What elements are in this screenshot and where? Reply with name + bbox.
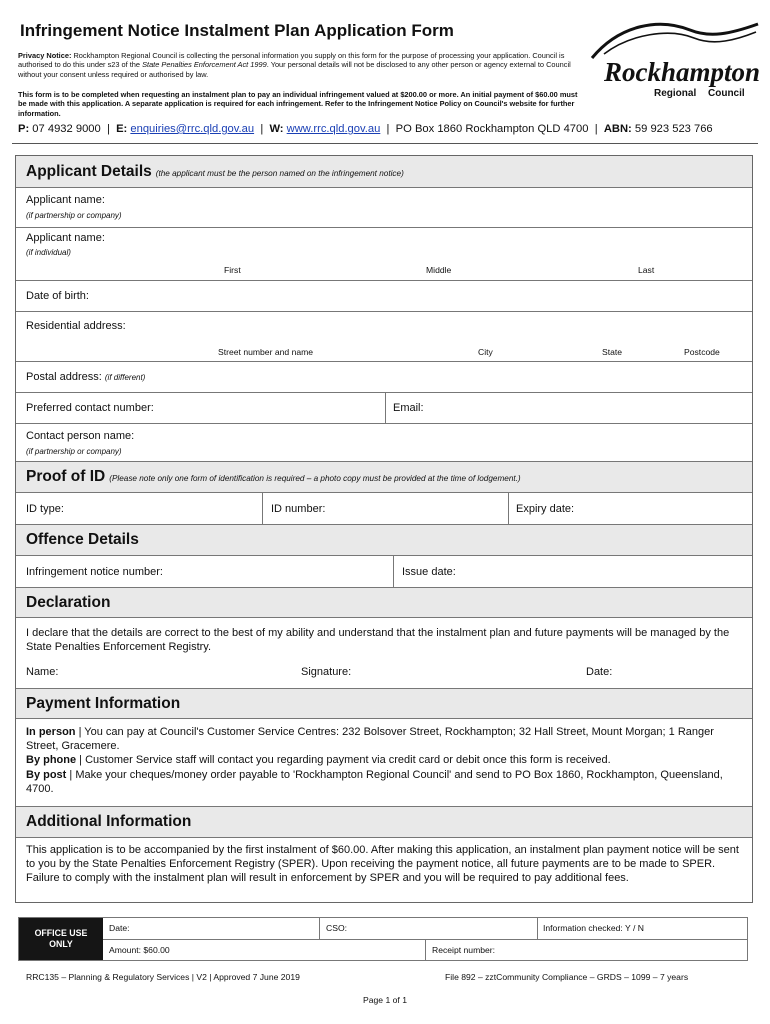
first-name-label: First xyxy=(224,265,241,275)
declaration-name-field[interactable]: Name: xyxy=(26,666,59,678)
office-use-box xyxy=(18,917,748,961)
date-of-birth-field[interactable]: Date of birth: xyxy=(16,281,752,312)
applicant-heading: Applicant Details xyxy=(26,163,152,180)
svg-text:Regional: Regional xyxy=(654,88,697,99)
declaration-date-field[interactable]: Date: xyxy=(586,666,613,678)
email-field[interactable]: Email: xyxy=(393,402,424,414)
preferred-contact-field[interactable]: Preferred contact number: xyxy=(26,402,154,414)
office-date-field[interactable]: Date: xyxy=(109,923,130,933)
svg-text:Council: Council xyxy=(708,88,745,99)
last-name-label: Last xyxy=(638,265,655,275)
payment-heading: Payment Information xyxy=(26,695,181,712)
proof-section-header: Proof of ID (Please note only one form of identification is required – a photo copy must be provided at the time of lodgement.) xyxy=(16,462,752,493)
footer-file-ref: File 892 – zztCommunity Compliance – GRDS – 1099 – 7 years xyxy=(445,972,689,982)
email-link[interactable]: enquiries@rrc.qld.gov.au xyxy=(130,123,255,135)
applicant-section-header: Applicant Details (the applicant must be the person named on the infringement notice) xyxy=(16,156,752,188)
contact-person-field[interactable]: Contact person name: (if partnership or company) xyxy=(16,424,752,462)
additional-text: This application is to be accompanied by the first instalment of $60.00. After making this application, an instalment plan payment notice will be sent to you by the State Penalties Enforcement Registry (SPER). Upon receiving the payment notice, all future payments are to be made to SPER. Failure to comply with the instalment plan will result in enforcement by SPER and you will be required to pay additional fees. xyxy=(26,844,739,885)
issue-date-field[interactable]: Issue date: xyxy=(402,566,456,578)
declaration-row xyxy=(16,618,752,689)
declaration-text: I declare that the details are correct to the best of my ability and understand that the instalment plan and future payments will be managed by the State Penalties Enforcement Registry. xyxy=(26,627,730,654)
council-logo xyxy=(590,16,760,100)
cso-field[interactable]: CSO: xyxy=(326,923,348,933)
postal-address-field[interactable]: Postal address: (if different) xyxy=(16,362,752,393)
header-divider xyxy=(12,143,758,144)
declaration-section-header xyxy=(16,588,752,618)
page-number: Page 1 of 1 xyxy=(363,995,407,1005)
proof-row xyxy=(16,493,752,525)
contact-line: P: 07 4932 9000 | E: enquiries@rrc.qld.gov.au | W: www.rrc.qld.gov.au | PO Box 1860 Rockhampton QLD 4700 | ABN: 59 923 523 766 xyxy=(18,123,713,135)
middle-name-label: Middle xyxy=(426,265,452,275)
additional-info xyxy=(16,838,752,902)
application-form xyxy=(15,155,753,903)
residential-address-field[interactable]: Residential address: Street number and name City State Postcode xyxy=(16,312,752,362)
id-number-field[interactable]: ID number: xyxy=(271,503,326,515)
applicant-company-field[interactable]: Applicant name: (if partnership or company) xyxy=(16,188,752,228)
declaration-heading: Declaration xyxy=(26,594,111,611)
payment-info xyxy=(16,719,752,807)
instructions-notice: This form is to be completed when requesting an instalment plan to pay an individual infringement valued at $200.00 or more. An initial payment of $60.00 must be made with this application. A separate application is required for each infringement. Refer to the Infringement Notice Policy on Council's website for further information. xyxy=(18,90,578,118)
id-type-field[interactable]: ID type: xyxy=(26,503,64,515)
pay-in-person: In person | You can pay at Council's Customer Service Centres: 232 Bolsover Street, Rockhampton; 32 Hall Street, Mount Morgan; 1 Ranger Street, Gracemere. xyxy=(26,726,714,753)
receipt-number-field[interactable]: Receipt number: xyxy=(432,945,496,955)
privacy-notice: Privacy Notice: Rockhampton Regional Council is collecting the personal information you supply on this form for the purpose of processing your application. Council is authorised to do this under s23 of the State Penalties Enforcement Act 1999. Your personal details will not be disclosed to any other person or agency external to Council without your consent unless required or authorised by law. xyxy=(18,51,571,79)
information-checked-field[interactable]: Information checked: Y / N xyxy=(543,923,644,933)
pay-by-phone: By phone | Customer Service staff will contact you regarding payment via credit card or debit once this form is received. xyxy=(26,754,611,767)
office-use-tag: OFFICE USE ONLY xyxy=(19,918,103,960)
expiry-date-field[interactable]: Expiry date: xyxy=(516,503,575,515)
offence-section-header xyxy=(16,525,752,556)
offence-row xyxy=(16,556,752,588)
additional-section-header xyxy=(16,807,752,838)
applicant-individual-field[interactable]: Applicant name: (if individual) First Middle Last xyxy=(16,228,752,281)
form-title: Infringement Notice Instalment Plan Application Form xyxy=(20,21,454,40)
additional-heading: Additional Information xyxy=(26,813,192,830)
payment-section-header xyxy=(16,689,752,719)
website-link[interactable]: www.rrc.qld.gov.au xyxy=(286,123,381,135)
signature-field[interactable]: Signature: xyxy=(301,666,352,678)
infringement-number-field[interactable]: Infringement notice number: xyxy=(26,566,163,578)
offence-heading: Offence Details xyxy=(26,531,139,548)
amount-label: Amount: $60.00 xyxy=(109,945,170,955)
svg-text:Rockhampton: Rockhampton xyxy=(604,57,760,87)
pay-by-post: By post | Make your cheques/money order payable to 'Rockhampton Regional Council' and send to PO Box 1860, Rockhampton, Queensland, 4700. xyxy=(26,768,723,795)
footer-document-id: RRC135 – Planning & Regulatory Services | V2 | Approved 7 June 2019 xyxy=(26,972,300,982)
contact-row xyxy=(16,393,752,424)
proof-heading: Proof of ID xyxy=(26,468,106,485)
